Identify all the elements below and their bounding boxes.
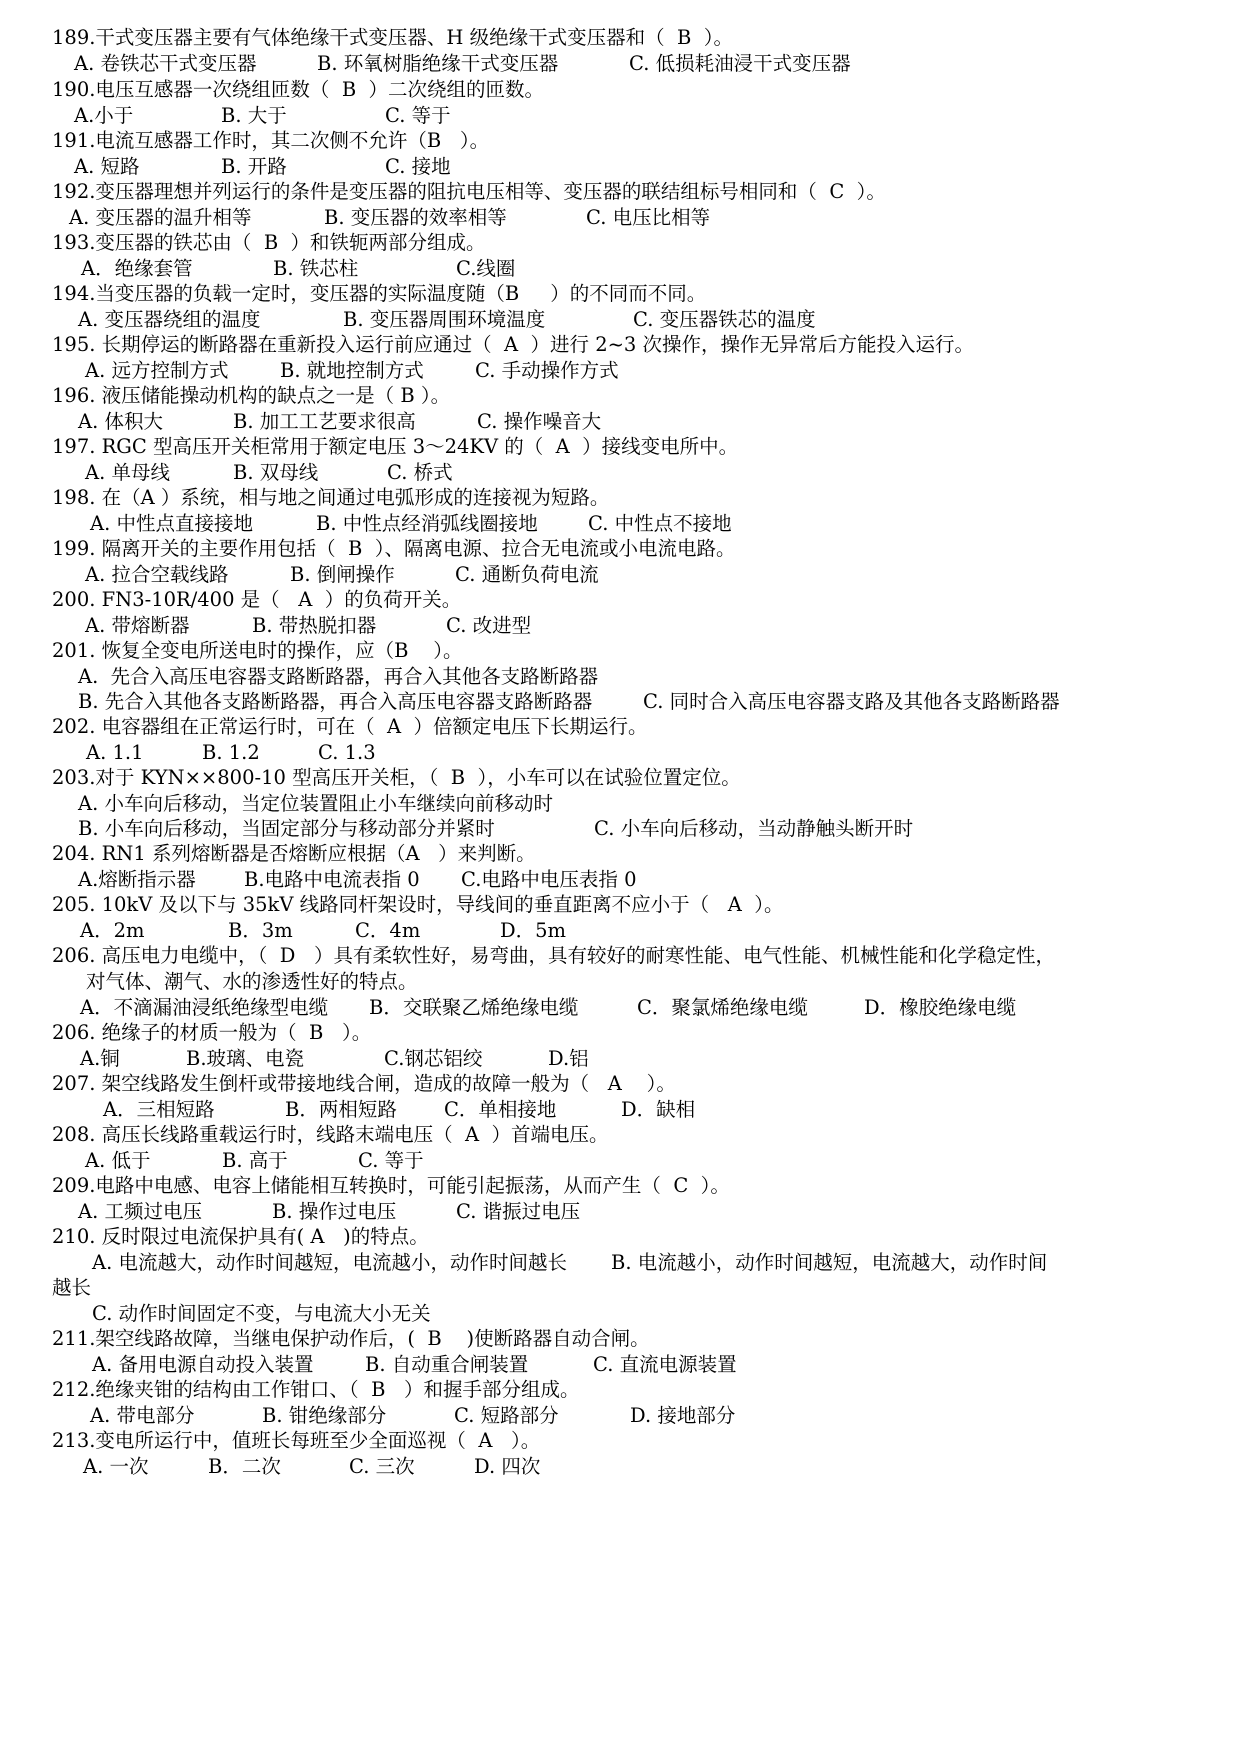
text-line: A．绝缘套管 — [81, 257, 193, 280]
text-line: A. 卷铁芯干式变压器 — [74, 52, 257, 75]
text-line: C. 变压器铁芯的温度 — [633, 308, 816, 331]
text-line: 196. 液压储能操动机构的缺点之一是（ B ）。 — [52, 384, 451, 407]
text-line: C. 短路部分 — [454, 1404, 559, 1427]
text-line: D. 接地部分 — [630, 1404, 736, 1427]
text-line: A. 1.1 — [86, 741, 144, 764]
text-line: B. 就地控制方式 — [280, 359, 424, 382]
text-line: 对气体、潮气、水的渗透性好的特点。 — [86, 970, 418, 993]
text-line: 203.对于 KYN××800-10 型高压开关柜，（ B ），小车可以在试验位置定位。 — [52, 766, 741, 789]
text-line: 201. 恢复全变电所送电时的操作，应（B ）。 — [52, 639, 463, 662]
text-line: 194.当变压器的负载一定时，变压器的实际温度随（B ）的不同而不同。 — [52, 282, 707, 305]
text-line: 209.电路中电感、电容上储能相互转换时，可能引起振荡，从而产生（ C ）。 — [52, 1174, 730, 1197]
text-line: B. 钳绝缘部分 — [262, 1404, 387, 1427]
text-line: 212.绝缘夹钳的结构由工作钳口、（ B ）和握手部分组成。 — [52, 1378, 580, 1401]
text-line: A. 工频过电压 — [78, 1200, 202, 1223]
text-line: C. 改进型 — [446, 614, 532, 637]
text-line: 211.架空线路故障，当继电保护动作后，( B )使断路器自动合闸。 — [52, 1327, 650, 1350]
text-line: A. 先合入高压电容器支路断路器，再合入其他各支路断路器 — [78, 665, 599, 688]
text-line: A．2m — [80, 919, 145, 942]
text-line: C. 电压比相等 — [586, 206, 711, 229]
text-line: 205. 10kV 及以下与 35kV 线路同杆架设时，导线间的垂直距离不应小于（ A ）。 — [52, 893, 784, 916]
text-line: B．二次 — [208, 1455, 281, 1478]
text-line: 206. 绝缘子的材质一般为（ B ）。 — [52, 1021, 372, 1044]
text-line: A. 体积大 — [78, 410, 163, 433]
text-line: D．缺相 — [621, 1098, 696, 1121]
text-line: 199. 隔离开关的主要作用包括（ B ）、隔离电源、拉合无电流或小电流电路。 — [52, 537, 736, 560]
text-line: A. 小车向后移动，当定位装置阻止小车继续向前移动时 — [78, 792, 553, 815]
text-line: 200. FN3-10R/400 是（ A ）的负荷开关。 — [52, 588, 462, 611]
text-line: C．4m — [355, 919, 421, 942]
text-line: 204. RN1 系列熔断器是否熔断应根据（A ）来判断。 — [52, 842, 536, 865]
text-line: 202. 电容器组在正常运行时，可在（ A ）倍额定电压下长期运行。 — [52, 715, 648, 738]
text-line: 198. 在（A ）系统，相与地之间通过电弧形成的连接视为短路。 — [52, 486, 610, 509]
text-line: C. 小车向后移动，当动静触头断开时 — [594, 817, 914, 840]
text-line: A. 电流越大，动作时间越短，电流越小，动作时间越长 — [92, 1251, 567, 1274]
text-line: A. 中性点直接接地 — [90, 512, 253, 535]
text-line: 192.变压器理想并列运行的条件是变压器的阻抗电压相等、变压器的联结组标号相同和（ C ）。 — [52, 180, 886, 203]
text-line: 195. 长期停运的断路器在重新投入运行前应通过（ A ）进行 2~3 次操作，操作无异常后方能投入运行。 — [52, 333, 975, 356]
text-line: A. 低于 — [85, 1149, 151, 1172]
text-line: 210. 反时限过电流保护具有( A )的特点。 — [52, 1225, 429, 1248]
text-line: A. 短路 — [74, 155, 140, 178]
text-line: C. 手动操作方式 — [475, 359, 619, 382]
text-line: D．橡胶绝缘电缆 — [864, 996, 1017, 1019]
text-line: C. 动作时间固定不变，与电流大小无关 — [92, 1302, 431, 1325]
text-line: C. 谐振过电压 — [456, 1200, 581, 1223]
text-line: C.线圈 — [456, 257, 516, 280]
text-line: A．三相短路 — [103, 1098, 215, 1121]
text-line: C. 操作噪音大 — [477, 410, 602, 433]
text-line: B. 变压器周围环境温度 — [343, 308, 546, 331]
text-line: B. 电流越小，动作时间越短，电流越大，动作时间 — [611, 1251, 1048, 1274]
text-line: C. 等于 — [358, 1149, 424, 1172]
text-line: A．不滴漏油浸纸绝缘型电缆 — [80, 996, 329, 1019]
text-line: B. 变压器的效率相等 — [324, 206, 507, 229]
text-line: B.电路中电流表指 0 — [244, 868, 420, 891]
text-line: 213.变电所运行中，值班长每班至少全面巡视（ A ）。 — [52, 1429, 541, 1452]
text-line: B. 中性点经消弧线圈接地 — [316, 512, 538, 535]
text-line: B．3m — [228, 919, 293, 942]
text-line: C. 通断负荷电流 — [455, 563, 599, 586]
text-line: A.熔断指示器 — [78, 868, 196, 891]
text-line: B. 加工工艺要求很高 — [233, 410, 416, 433]
text-line: B.玻璃、电瓷 — [186, 1047, 305, 1070]
text-line: B. 环氧树脂绝缘干式变压器 — [317, 52, 559, 75]
text-line: B. 小车向后移动，当固定部分与移动部分并紧时 — [78, 817, 495, 840]
text-line: A. 拉合空载线路 — [85, 563, 229, 586]
text-line: A. 备用电源自动投入装置 — [92, 1353, 314, 1376]
text-line: 189.干式变压器主要有气体绝缘干式变压器、H 级绝缘干式变压器和（ B ）。 — [52, 26, 733, 49]
text-line: C. 三次 — [349, 1455, 415, 1478]
text-line: B. 先合入其他各支路断路器，再合入高压电容器支路断路器 — [78, 690, 593, 713]
text-line: B. 大于 — [221, 104, 287, 127]
text-line: C．聚氯烯绝缘电缆 — [637, 996, 808, 1019]
text-line: B．交联聚乙烯绝缘电缆 — [369, 996, 579, 1019]
text-line: 197. RGC 型高压开关柜常用于额定电压 3～24KV 的（ A ）接线变电所中。 — [52, 435, 739, 458]
text-line: 207. 架空线路发生倒杆或带接地线合闸，造成的故障一般为（ A ）。 — [52, 1072, 676, 1095]
text-line: A. 远方控制方式 — [85, 359, 229, 382]
text-line: B. 高于 — [222, 1149, 288, 1172]
text-line: C. 中性点不接地 — [588, 512, 732, 535]
text-line: C.钢芯铝绞 — [384, 1047, 483, 1070]
text-line: C. 1.3 — [318, 741, 376, 764]
text-line: B. 铁芯柱 — [273, 257, 359, 280]
text-line: A. 一次 — [83, 1455, 149, 1478]
text-line: A.铜 — [80, 1047, 120, 1070]
text-line: A. 带熔断器 — [85, 614, 190, 637]
text-line: 191.电流互感器工作时，其二次侧不允许（B ）。 — [52, 129, 490, 152]
text-line: A. 单母线 — [85, 461, 170, 484]
text-line: C. 等于 — [385, 104, 451, 127]
text-line: 193.变压器的铁芯由（ B ）和铁轭两部分组成。 — [52, 231, 486, 254]
text-line: 190.电压互感器一次绕组匝数（ B ）二次绕组的匝数。 — [52, 78, 545, 101]
text-line: C. 接地 — [385, 155, 451, 178]
text-line: B. 操作过电压 — [272, 1200, 397, 1223]
text-line: D.铝 — [548, 1047, 589, 1070]
text-line: A.小于 — [74, 104, 134, 127]
text-line: B. 1.2 — [202, 741, 260, 764]
text-line: C.电路中电压表指 0 — [461, 868, 637, 891]
text-line: 越长 — [52, 1276, 92, 1299]
text-line: C. 低损耗油浸干式变压器 — [629, 52, 851, 75]
text-line: 206. 高压电力电缆中，（ D ）具有柔软性好，易弯曲，具有较好的耐寒性能、电气性能、机械性能和化学稳定性， — [52, 944, 1055, 967]
text-line: C. 直流电源装置 — [593, 1353, 737, 1376]
text-line: A. 带电部分 — [90, 1404, 195, 1427]
text-line: B. 带热脱扣器 — [252, 614, 377, 637]
text-line: A. 变压器的温升相等 — [69, 206, 252, 229]
text-line: B．两相短路 — [285, 1098, 397, 1121]
text-line: B. 开路 — [221, 155, 287, 178]
text-line: C. 同时合入高压电容器支路及其他各支路断路器 — [643, 690, 1060, 713]
text-line: C．单相接地 — [444, 1098, 557, 1121]
text-line: 208. 高压长线路重载运行时，线路末端电压（ A ）首端电压。 — [52, 1123, 609, 1146]
text-line: C. 桥式 — [387, 461, 453, 484]
text-line: B. 双母线 — [233, 461, 319, 484]
text-line: D. 四次 — [474, 1455, 541, 1478]
text-line: A. 变压器绕组的温度 — [78, 308, 261, 331]
text-line: D．5m — [500, 919, 567, 942]
text-line: B. 倒闸操作 — [290, 563, 395, 586]
text-line: B. 自动重合闸装置 — [365, 1353, 529, 1376]
